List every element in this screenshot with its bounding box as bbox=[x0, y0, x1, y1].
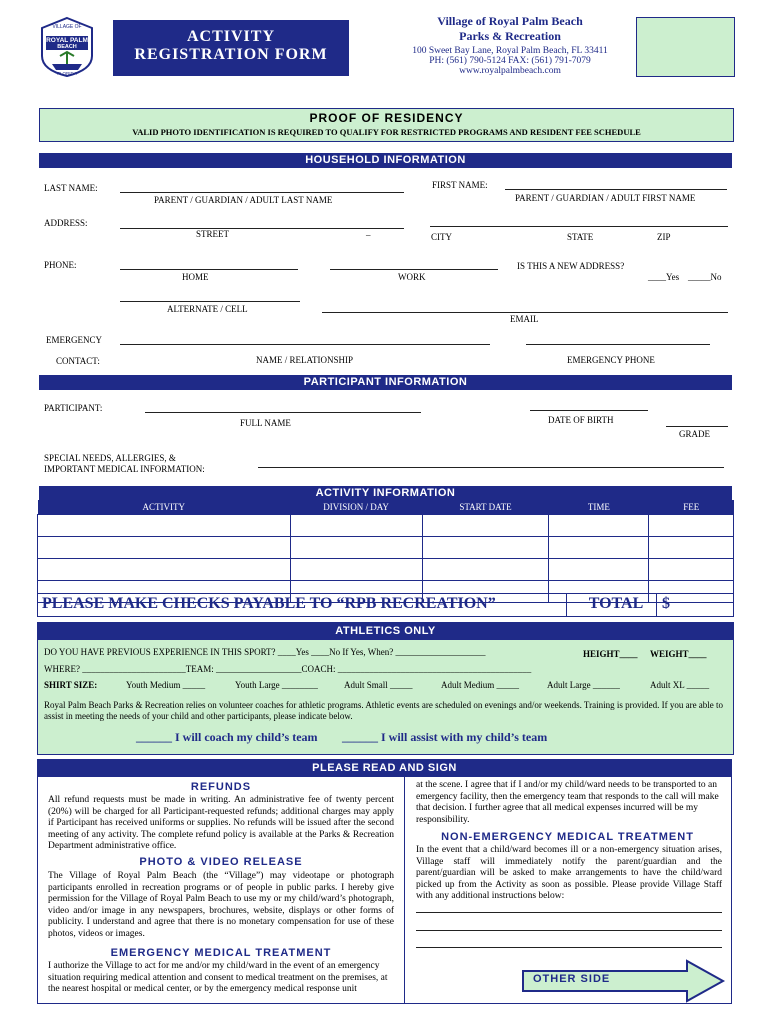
total-row bbox=[37, 593, 734, 617]
non-emergency-text: In the event that a child/ward becomes ill or a non-emergency situation arises, Village staff will immediately notify the parent/guardian and the parent/guardian will be asked to make arrangements to have the child/ward picked up from the Activity as soon as possible. Please provide Village Staff with any additional instructions below: bbox=[416, 845, 722, 901]
shirt-adult-large[interactable]: Adult Large ______ bbox=[547, 680, 620, 690]
coach-option[interactable]: ______ I will coach my child’s team bbox=[136, 730, 318, 744]
table-row bbox=[38, 515, 734, 537]
participant-title: PARTICIPANT INFORMATION bbox=[303, 376, 468, 388]
instructions-line-1[interactable] bbox=[416, 912, 722, 913]
activity-header bbox=[39, 486, 732, 500]
instructions-line-3[interactable] bbox=[416, 947, 722, 948]
athletics-title: ATHLETICS ONLY bbox=[335, 625, 436, 637]
read-sign-header bbox=[38, 760, 731, 777]
start-date-cell[interactable] bbox=[422, 559, 549, 581]
form-title-line-1: ACTIVITY bbox=[186, 28, 275, 45]
residency-title: PROOF OF RESIDENCY bbox=[309, 111, 464, 125]
city-caption: CITY bbox=[431, 232, 452, 242]
photo-release-text: The Village of Royal Palm Beach (the “Village”) may videotape or photograph participants enrolled in recreation programs or of people in public parks. I hereby give permission for the Village of Royal Palm Beach to use my or my child/ward’s photograph, video and/or image in any newspapers, brochures, website, displays or other forms of publicity. I understand and agree that there is no monetary compensation for use of these photos, videos or images. bbox=[48, 871, 394, 939]
participant-header bbox=[39, 375, 732, 390]
shirt-youth-large[interactable]: Youth Large ________ bbox=[235, 680, 318, 690]
experience-question[interactable]: DO YOU HAVE PREVIOUS EXPERIENCE IN THIS SPORT? ____Yes ____No If Yes, When? ____________________ bbox=[44, 647, 486, 657]
table-row bbox=[38, 559, 734, 581]
fee-cell[interactable] bbox=[649, 559, 734, 581]
time-cell[interactable] bbox=[549, 537, 649, 559]
activity-title: ACTIVITY INFORMATION bbox=[315, 487, 456, 499]
where-team-coach-line[interactable]: WHERE? _______________________TEAM: ___________________COACH: ___________________________________________ bbox=[44, 664, 532, 674]
logo-text-florida: FLORIDA bbox=[57, 71, 77, 76]
dept-name: Parks & Recreation bbox=[459, 29, 561, 43]
dob-caption: DATE OF BIRTH bbox=[548, 415, 614, 425]
last-name-input[interactable] bbox=[120, 192, 404, 193]
fee-cell[interactable] bbox=[649, 515, 734, 537]
residency-note: VALID PHOTO IDENTIFICATION IS REQUIRED TO QUALIFY FOR RESTRICTED PROGRAMS AND RESIDENT FEE SCHEDULE bbox=[132, 127, 641, 137]
read-sign-section bbox=[37, 759, 732, 1004]
emergency-label: EMERGENCY bbox=[46, 335, 102, 345]
grade-caption: GRADE bbox=[679, 429, 710, 439]
new-address-yes[interactable]: ____Yes bbox=[648, 272, 680, 282]
shirt-adult-small[interactable]: Adult Small _____ bbox=[344, 680, 413, 690]
emergency-treatment-title: EMERGENCY MEDICAL TREATMENT bbox=[110, 947, 332, 959]
time-cell[interactable] bbox=[549, 559, 649, 581]
division-cell[interactable] bbox=[290, 515, 422, 537]
work-phone-input[interactable] bbox=[330, 269, 498, 270]
logo-text-top: VILLAGE OF bbox=[52, 24, 82, 30]
participant-name-input[interactable] bbox=[145, 412, 421, 413]
shirt-adult-medium[interactable]: Adult Medium _____ bbox=[441, 680, 519, 690]
total-amount-field[interactable]: $ bbox=[662, 595, 670, 612]
other-side-label: OTHER SIDE bbox=[533, 973, 611, 985]
first-name-input[interactable] bbox=[505, 189, 727, 190]
weight-field[interactable]: WEIGHT____ bbox=[650, 649, 707, 659]
address-dash: – bbox=[366, 230, 371, 240]
address-label: ADDRESS: bbox=[44, 218, 88, 228]
org-address: 100 Sweet Bay Lane, Royal Palm Beach, FL 33411 bbox=[412, 46, 608, 56]
activity-table bbox=[37, 500, 734, 603]
instructions-line-2[interactable] bbox=[416, 930, 722, 931]
form-title-box bbox=[113, 20, 349, 76]
state-caption: STATE bbox=[567, 232, 594, 242]
form-title-line-2: REGISTRATION FORM bbox=[134, 46, 328, 63]
emergency-treatment-text: I authorize the Village to act for me and/or my child/ward in the event of an emergency situation requiring medical attention and consent to medical treatment on the premises, at the nearest hospital or medical center, or by the emergency medical response unit bbox=[48, 961, 388, 994]
non-emergency-title: NON-EMERGENCY MEDICAL TREATMENT bbox=[441, 831, 694, 843]
new-address-question: IS THIS A NEW ADDRESS? bbox=[517, 261, 625, 271]
other-side-arrow[interactable] bbox=[521, 959, 731, 1003]
full-name-caption: FULL NAME bbox=[240, 418, 291, 428]
total-label: TOTAL bbox=[588, 595, 644, 612]
activity-cell[interactable] bbox=[38, 515, 291, 537]
org-phone-fax: PH: (561) 790-5124 FAX: (561) 791-7079 bbox=[429, 56, 591, 66]
special-needs-label-2: IMPORTANT MEDICAL INFORMATION: bbox=[44, 464, 205, 474]
email-input[interactable] bbox=[322, 312, 728, 313]
col-division-day: DIVISION / DAY bbox=[290, 500, 422, 515]
start-date-cell[interactable] bbox=[422, 537, 549, 559]
household-header bbox=[39, 153, 732, 168]
checks-payable-note: PLEASE MAKE CHECKS PAYABLE TO “RPB RECREATION” bbox=[42, 595, 496, 612]
alternate-caption: ALTERNATE / CELL bbox=[167, 304, 248, 314]
height-field[interactable]: HEIGHT____ bbox=[583, 649, 638, 659]
athletics-header bbox=[38, 623, 733, 640]
shirt-adult-xl[interactable]: Adult XL _____ bbox=[650, 680, 710, 690]
activity-cell[interactable] bbox=[38, 559, 291, 581]
phone-label: PHONE: bbox=[44, 260, 77, 270]
work-caption: WORK bbox=[398, 272, 426, 282]
athletics-section bbox=[37, 622, 734, 755]
dob-input[interactable] bbox=[530, 410, 648, 411]
division-cell[interactable] bbox=[290, 537, 422, 559]
org-name: Village of Royal Palm Beach bbox=[437, 14, 583, 28]
emergency-phone-input[interactable] bbox=[526, 344, 710, 345]
office-use-box bbox=[636, 17, 735, 77]
email-caption: EMAIL bbox=[510, 314, 539, 324]
new-address-no[interactable]: _____No bbox=[688, 272, 722, 282]
refunds-title: REFUNDS bbox=[190, 781, 252, 793]
special-needs-label-1: SPECIAL NEEDS, ALLERGIES, & bbox=[44, 453, 176, 463]
first-name-label: FIRST NAME: bbox=[432, 180, 488, 190]
emergency-phone-caption: EMERGENCY PHONE bbox=[567, 355, 655, 365]
logo-text-beach: BEACH bbox=[57, 44, 77, 50]
home-caption: HOME bbox=[182, 272, 209, 282]
home-phone-input[interactable] bbox=[120, 269, 298, 270]
logo-text-name: ROYAL PALM bbox=[46, 37, 88, 44]
table-row bbox=[38, 537, 734, 559]
start-date-cell[interactable] bbox=[422, 515, 549, 537]
emergency-contact-input[interactable] bbox=[120, 344, 490, 345]
special-needs-input[interactable] bbox=[258, 467, 724, 468]
street-caption: STREET bbox=[196, 229, 229, 239]
residency-banner bbox=[39, 108, 734, 142]
org-website: www.royalpalmbeach.com bbox=[459, 66, 561, 76]
org-info bbox=[398, 14, 622, 76]
activity-cell[interactable] bbox=[38, 537, 291, 559]
contact-label: CONTACT: bbox=[56, 356, 100, 366]
left-column-divider bbox=[404, 777, 405, 1003]
col-start-date: START DATE bbox=[422, 500, 549, 515]
shirt-size-label: SHIRT SIZE: bbox=[44, 680, 98, 690]
fee-cell[interactable] bbox=[649, 537, 734, 559]
division-cell[interactable] bbox=[290, 559, 422, 581]
emergency-treatment-continued: at the scene. I agree that if I and/or my child/ward needs to be transported to an emergency facility, then the emergency team that responds to the call will make that decision. I further agree that all medical expenses incurred will be my responsibility. bbox=[416, 780, 719, 825]
grade-input[interactable] bbox=[666, 426, 728, 427]
read-sign-title: PLEASE READ AND SIGN bbox=[312, 762, 457, 774]
time-cell[interactable] bbox=[549, 515, 649, 537]
zip-caption: ZIP bbox=[657, 232, 671, 242]
last-name-caption: PARENT / GUARDIAN / ADULT LAST NAME bbox=[154, 195, 333, 205]
shirt-youth-medium[interactable]: Youth Medium _____ bbox=[126, 680, 206, 690]
last-name-label: LAST NAME: bbox=[44, 183, 98, 193]
first-name-caption: PARENT / GUARDIAN / ADULT FIRST NAME bbox=[515, 193, 696, 203]
assist-option[interactable]: ______ I will assist with my child’s team bbox=[342, 730, 548, 744]
city-state-zip-input[interactable] bbox=[430, 226, 728, 227]
household-title: HOUSEHOLD INFORMATION bbox=[305, 154, 466, 166]
col-time: TIME bbox=[549, 500, 649, 515]
photo-release-title: PHOTO & VIDEO RELEASE bbox=[139, 856, 303, 868]
refunds-text: All refund requests must be made in writing. An administrative fee of twenty percent (20%) will be charged for all Participant-requested refunds; additional charges may apply if Participant has received uniforms or supplies. No refunds will be issued after the second meeting of any activity. The complete refund policy is available at the Parks & Recreation Department administrative office. bbox=[48, 795, 394, 851]
alternate-phone-input[interactable] bbox=[120, 301, 300, 302]
volunteer-note: Royal Palm Beach Parks & Recreation relies on volunteer coaches for athletic programs. Athletic events are scheduled on evenings and/or weekends. Training is provided. If you are able to assist in meeting the needs of your child and other participants, please indicate below. bbox=[44, 700, 724, 721]
participant-label: PARTICIPANT: bbox=[44, 403, 103, 413]
col-fee: FEE bbox=[649, 500, 734, 515]
col-activity: ACTIVITY bbox=[38, 500, 291, 515]
street-input[interactable] bbox=[120, 228, 404, 229]
name-relationship-caption: NAME / RELATIONSHIP bbox=[256, 355, 354, 365]
